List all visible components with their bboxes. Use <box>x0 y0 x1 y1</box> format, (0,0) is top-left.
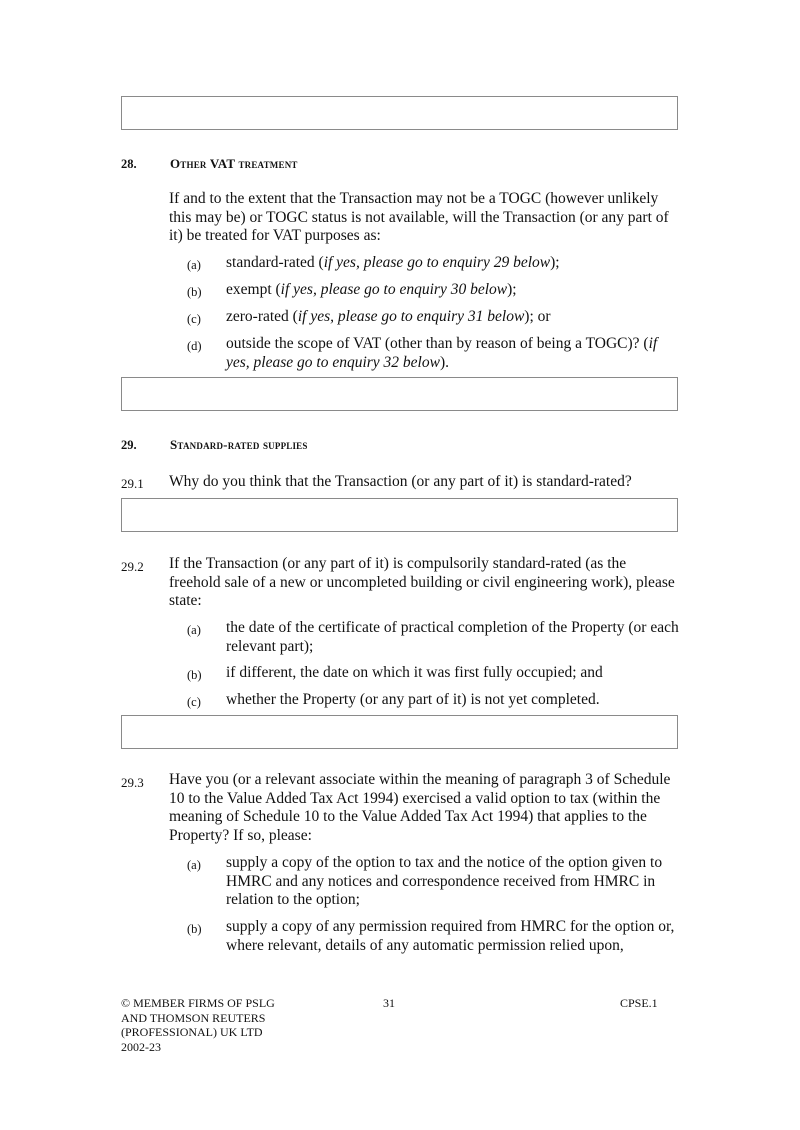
footer-copyright <box>121 996 275 1054</box>
q29-2-item-a-label: (a) <box>187 623 201 637</box>
section-28-title: Other VAT treatment <box>170 156 298 171</box>
q29-3-item-b-label: (b) <box>187 922 202 936</box>
q29-2-text: If the Transaction (or any part of it) is compulsorily standard-rated (as the freehold sale of a new or uncompleted building or civil engineering work), please state: <box>169 555 675 609</box>
answer-box-27[interactable] <box>121 96 678 130</box>
section-29-title: Standard-rated supplies <box>170 437 308 452</box>
footer-doc-code: CPSE.1 <box>620 996 658 1010</box>
s28-item-a: standard-rated (if yes, please go to enquiry 29 below); <box>226 254 560 271</box>
q29-1-number: 29.1 <box>121 476 144 491</box>
q29-2-item-a: the date of the certificate of practical completion of the Property (or each relevant part); <box>226 619 679 655</box>
q29-3-number: 29.3 <box>121 775 144 790</box>
s28-item-c-label: (c) <box>187 312 201 326</box>
q29-2-number: 29.2 <box>121 559 144 574</box>
section-29-number: 29. <box>121 438 137 452</box>
q29-2-item-c-label: (c) <box>187 695 201 709</box>
section-28-intro: If and to the extent that the Transaction may not be a TOGC (however unlikely this may be) or TOGC status is not available, will the Transaction (or any part of it) be treated for VAT purposes as: <box>169 190 669 244</box>
footer-copyright-line: (PROFESSIONAL) UK LTD <box>121 1025 263 1039</box>
s28-item-b: exempt (if yes, please go to enquiry 30 below); <box>226 281 517 298</box>
q29-3-text: Have you (or a relevant associate within the meaning of paragraph 3 of Schedule 10 to the Value Added Tax Act 1994) exercised a valid option to tax (within the meaning of Schedule 10 to the Value Added Tax Act 1994) that applies to the Property? If so, please: <box>169 771 671 844</box>
section-28-number: 28. <box>121 157 137 171</box>
q29-3-item-a-label: (a) <box>187 858 201 872</box>
q29-3-item-b: supply a copy of any permission required from HMRC for the option or, where relevant, details of any automatic permission relied upon, <box>226 918 675 954</box>
q29-2-item-b-label: (b) <box>187 668 202 682</box>
s28-item-b-label: (b) <box>187 285 202 299</box>
footer-copyright-line: © MEMBER FIRMS OF PSLG <box>121 996 275 1010</box>
s28-item-c: zero-rated (if yes, please go to enquiry 31 below); or <box>226 308 551 325</box>
footer-copyright-line: 2002-23 <box>121 1039 161 1054</box>
q29-1-text: Why do you think that the Transaction (or any part of it) is standard-rated? <box>169 473 632 490</box>
q29-3-item-a: supply a copy of the option to tax and the notice of the option given to HMRC and any notices and correspondence received from HMRC in relation to the option; <box>226 854 663 908</box>
footer-copyright-line: AND THOMSON REUTERS <box>121 1010 266 1025</box>
s28-item-d-label: (d) <box>187 339 202 353</box>
s28-item-d: outside the scope of VAT (other than by reason of being a TOGC)? (if yes, please go to enquiry 32 below). <box>226 335 658 371</box>
answer-box-29-1[interactable] <box>121 498 678 532</box>
q29-2-item-b: if different, the date on which it was first fully occupied; and <box>226 664 603 681</box>
s28-item-a-label: (a) <box>187 258 201 272</box>
answer-box-28[interactable] <box>121 377 678 411</box>
q29-2-item-c: whether the Property (or any part of it) is not yet completed. <box>226 691 600 708</box>
footer-page-number: 31 <box>383 996 395 1010</box>
answer-box-29-2[interactable] <box>121 715 678 749</box>
